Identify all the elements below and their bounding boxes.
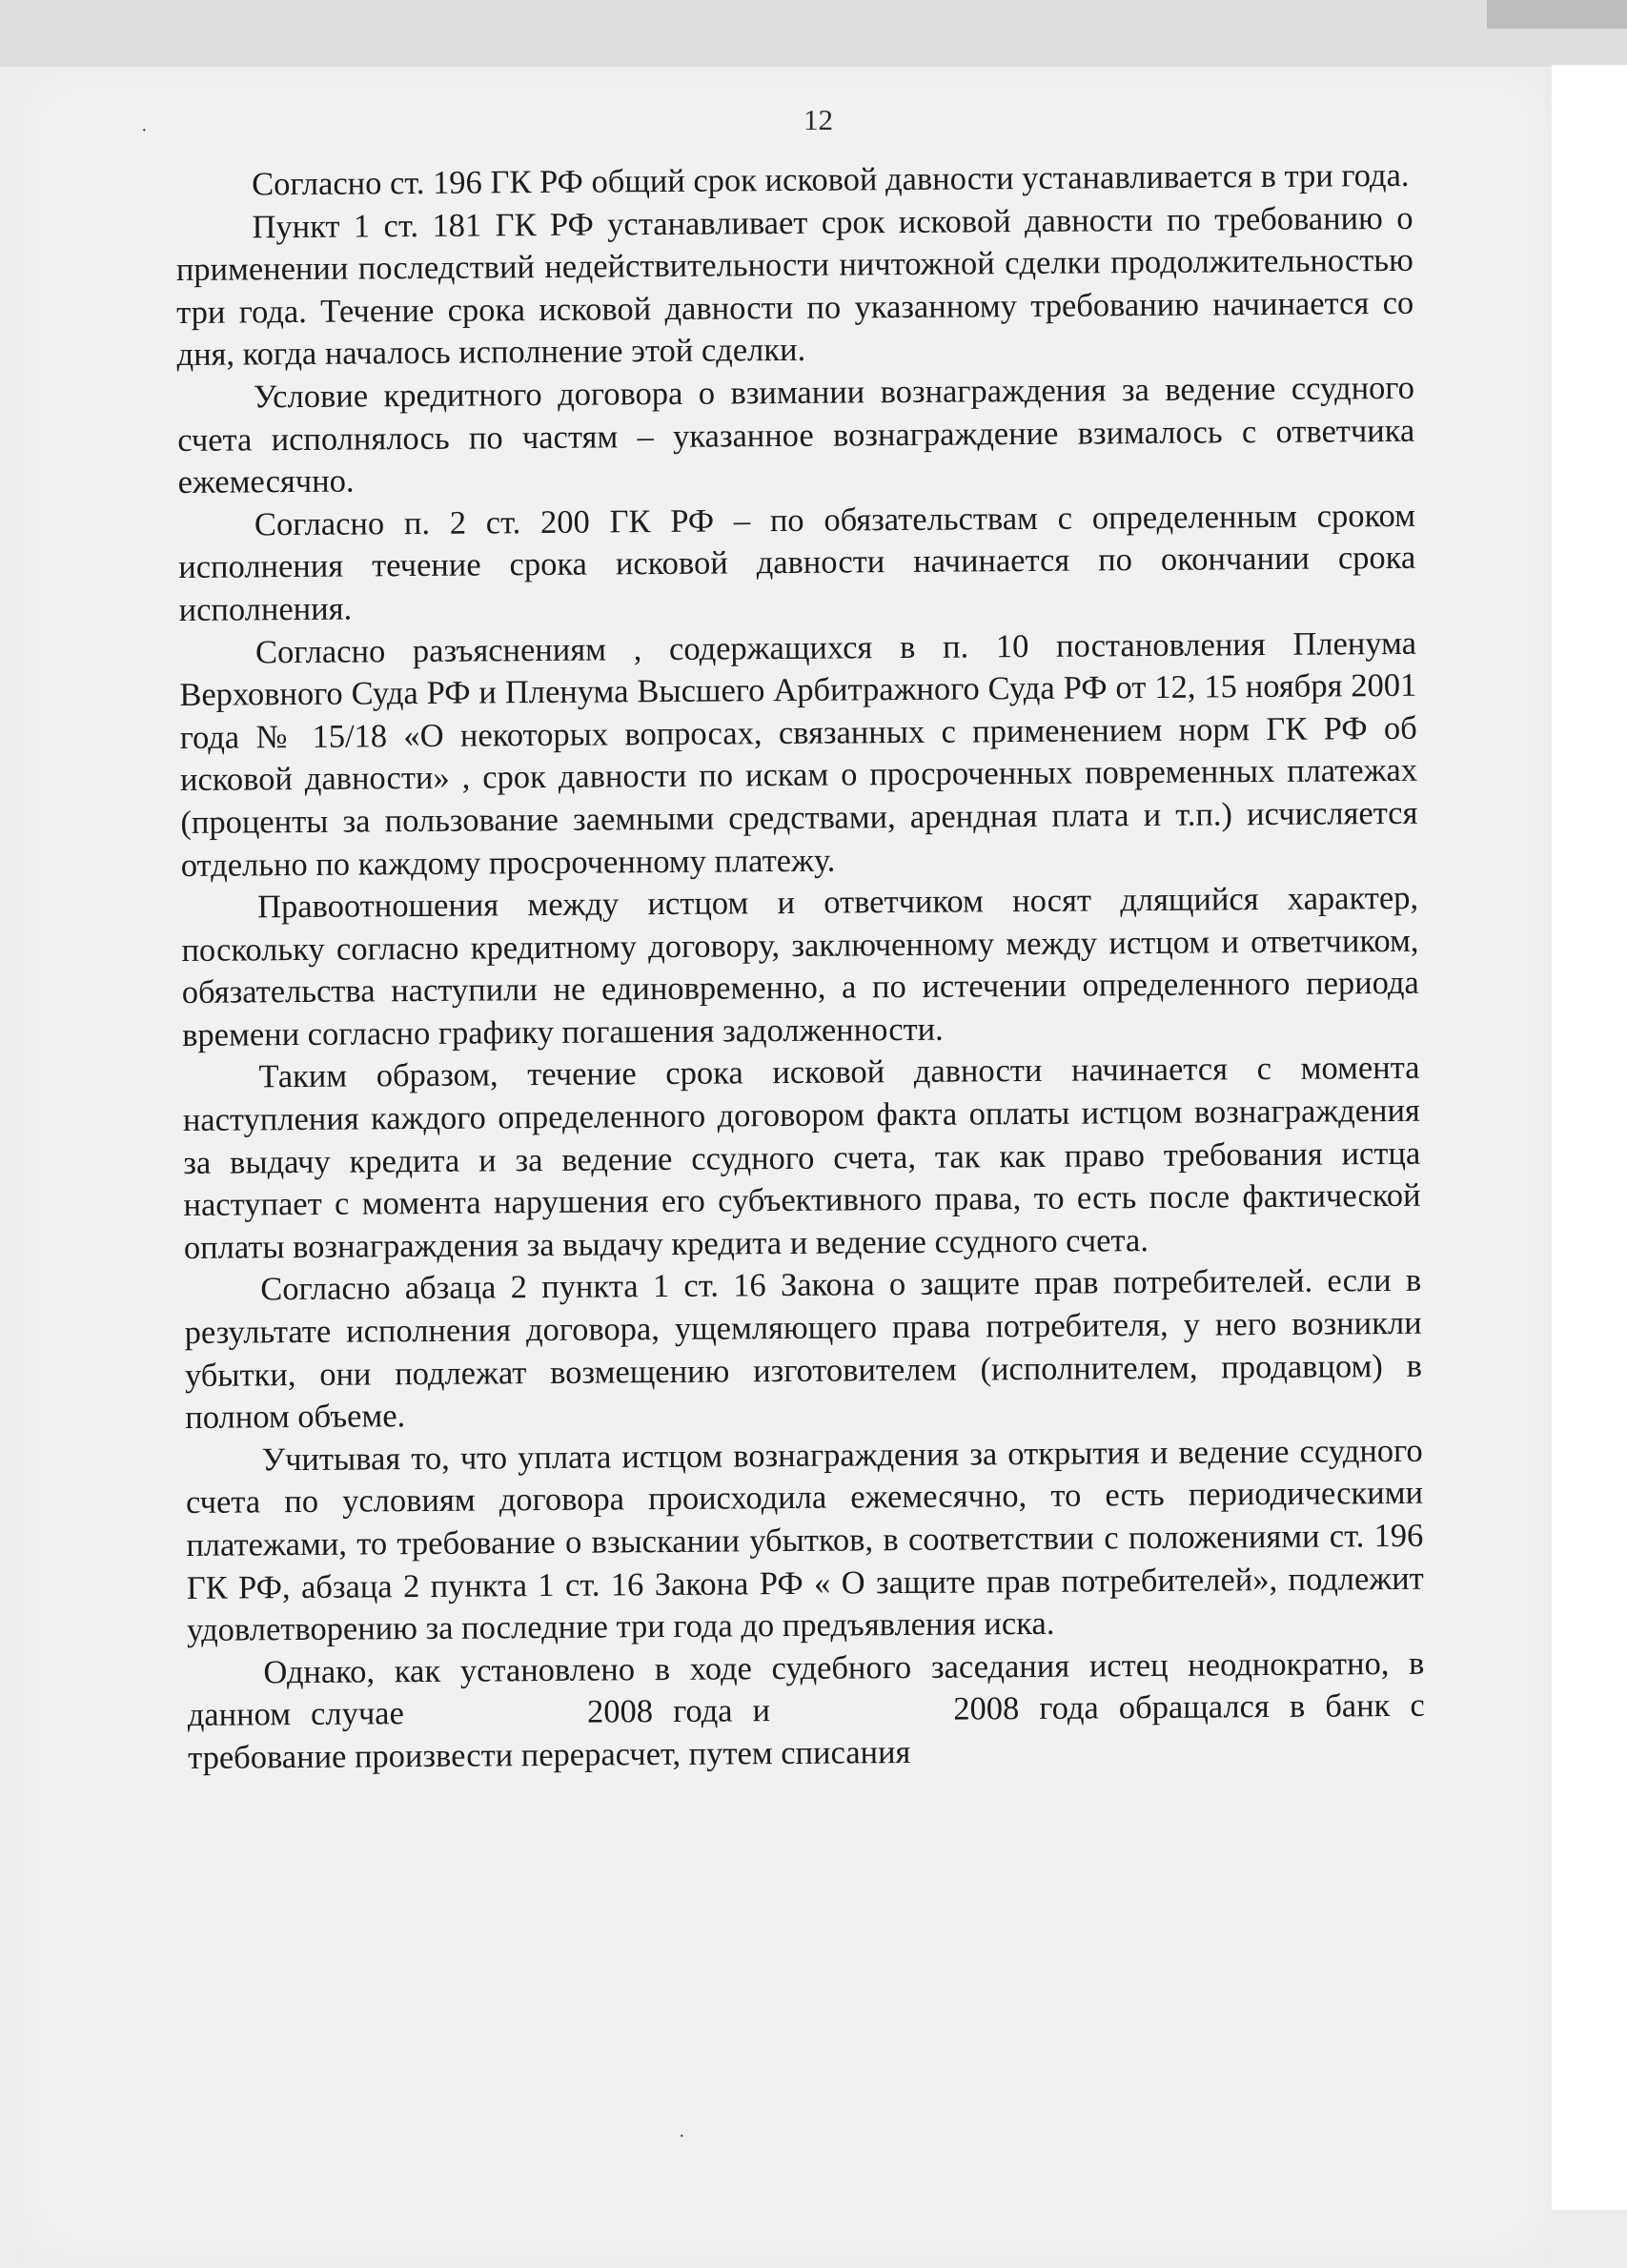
paragraph-6: Правоотношения между истцом и ответчиком носят длящийся характер, поскольку согласно кредитному договору, заключенному между истцом и ответчиком, обязательства наступили не единовременно, а по истечении определенного периода времени согласно графику погашения задолженности.: [181, 879, 1419, 1053]
scan-top-edge: [0, 0, 1627, 67]
paragraph-5: Согласно разъяснениям , содержащихся в п. 10 постановления Пленума Верховного Суда РФ и Пленума Высшего Арбитражного Суда РФ от 12, 15 ноября 2001 года № 15/18 «О некоторых вопросах, связанных с применением норм ГК РФ об исковой давности» , срок давности по искам о просроченных повременных платежах (проценты за пользование заемными средствами, арендная плата и т.п.) исчисляется отдельно по каждому просроченному платежу.: [179, 624, 1418, 884]
paragraph-9: Учитывая то, что уплата истцом вознаграждения за открытия и ведение ссудного счета по условиям договора происходила ежемесячно, то есть периодическими платежами, то требование о взыскании убытков, в соответствии с положениями ст. 196 ГК РФ, абзаца 2 пункта 1 ст. 16 Закона РФ « О защите прав потребителей», подлежит удовлетворению за последние три года до предъявления иска.: [185, 1432, 1424, 1649]
paragraph-2: Пункт 1 ст. 181 ГК РФ устанавливает срок исковой давности по требованию о применении последствий недействительности ничтожной сделки продолжительностью три года. Течение срока исковой давности по указанному требованию начинается со дня, когда началось исполнение этой сделки.: [175, 199, 1414, 374]
paragraph-4: Согласно п. 2 ст. 200 ГК РФ – по обязательствам с определенным сроком исполнения течение срока исковой давности начинается по окончании срока исполнения.: [178, 497, 1416, 628]
paragraph-8: Согласно абзаца 2 пункта 1 ст. 16 Закона о защите прав потребителей. если в результате исполнения договора, ущемляющего права потребителя, у него возникли убытки, они подлежат возмещению изготовителем (исполнителем, продавцом) в полном объеме.: [184, 1262, 1423, 1437]
paragraph-7: Таким образом, течение срока исковой давности начинается с момента наступления каждого определенного договором факта оплаты истцом вознаграждения за выдачу кредита и за ведение ссудного счета, так как право требования истца наступает с момента нарушения его субъективного права, то есть после фактической оплаты вознаграждения за выдачу кредита и ведение ссудного счета.: [182, 1050, 1421, 1266]
scan-speck: ·: [679, 2126, 685, 2147]
paragraph-10-part-3: 2008 года обращался в банк с требование произвести перерасчет, путем списания: [187, 1687, 1425, 1776]
document-body: [175, 154, 1425, 1780]
scan-speck: ·: [141, 120, 148, 141]
scan-right-margin: [1552, 65, 1627, 2210]
paragraph-10-part-2: 2008 года и: [586, 1692, 771, 1731]
page-number: 12: [803, 103, 833, 136]
scan-corner-shadow: [1487, 0, 1627, 29]
redacted-date-blank: [790, 1720, 933, 1721]
paragraph-10-part-1: Однако, как установлено в ходе судебного заседания истец неоднократно, в данном случае: [187, 1645, 1425, 1734]
paragraph-3: Условие кредитного договора о взимании вознаграждения за ведение ссудного счета исполнялось по частям – указанное вознаграждение взималось с ответчика ежемесячно.: [177, 369, 1415, 501]
redacted-date-blank: [424, 1723, 567, 1724]
paragraph-1: Согласно ст. 196 ГК РФ общий срок исковой давности устанавливается в три года.: [252, 156, 1410, 203]
paragraph-10: [187, 1643, 1425, 1780]
